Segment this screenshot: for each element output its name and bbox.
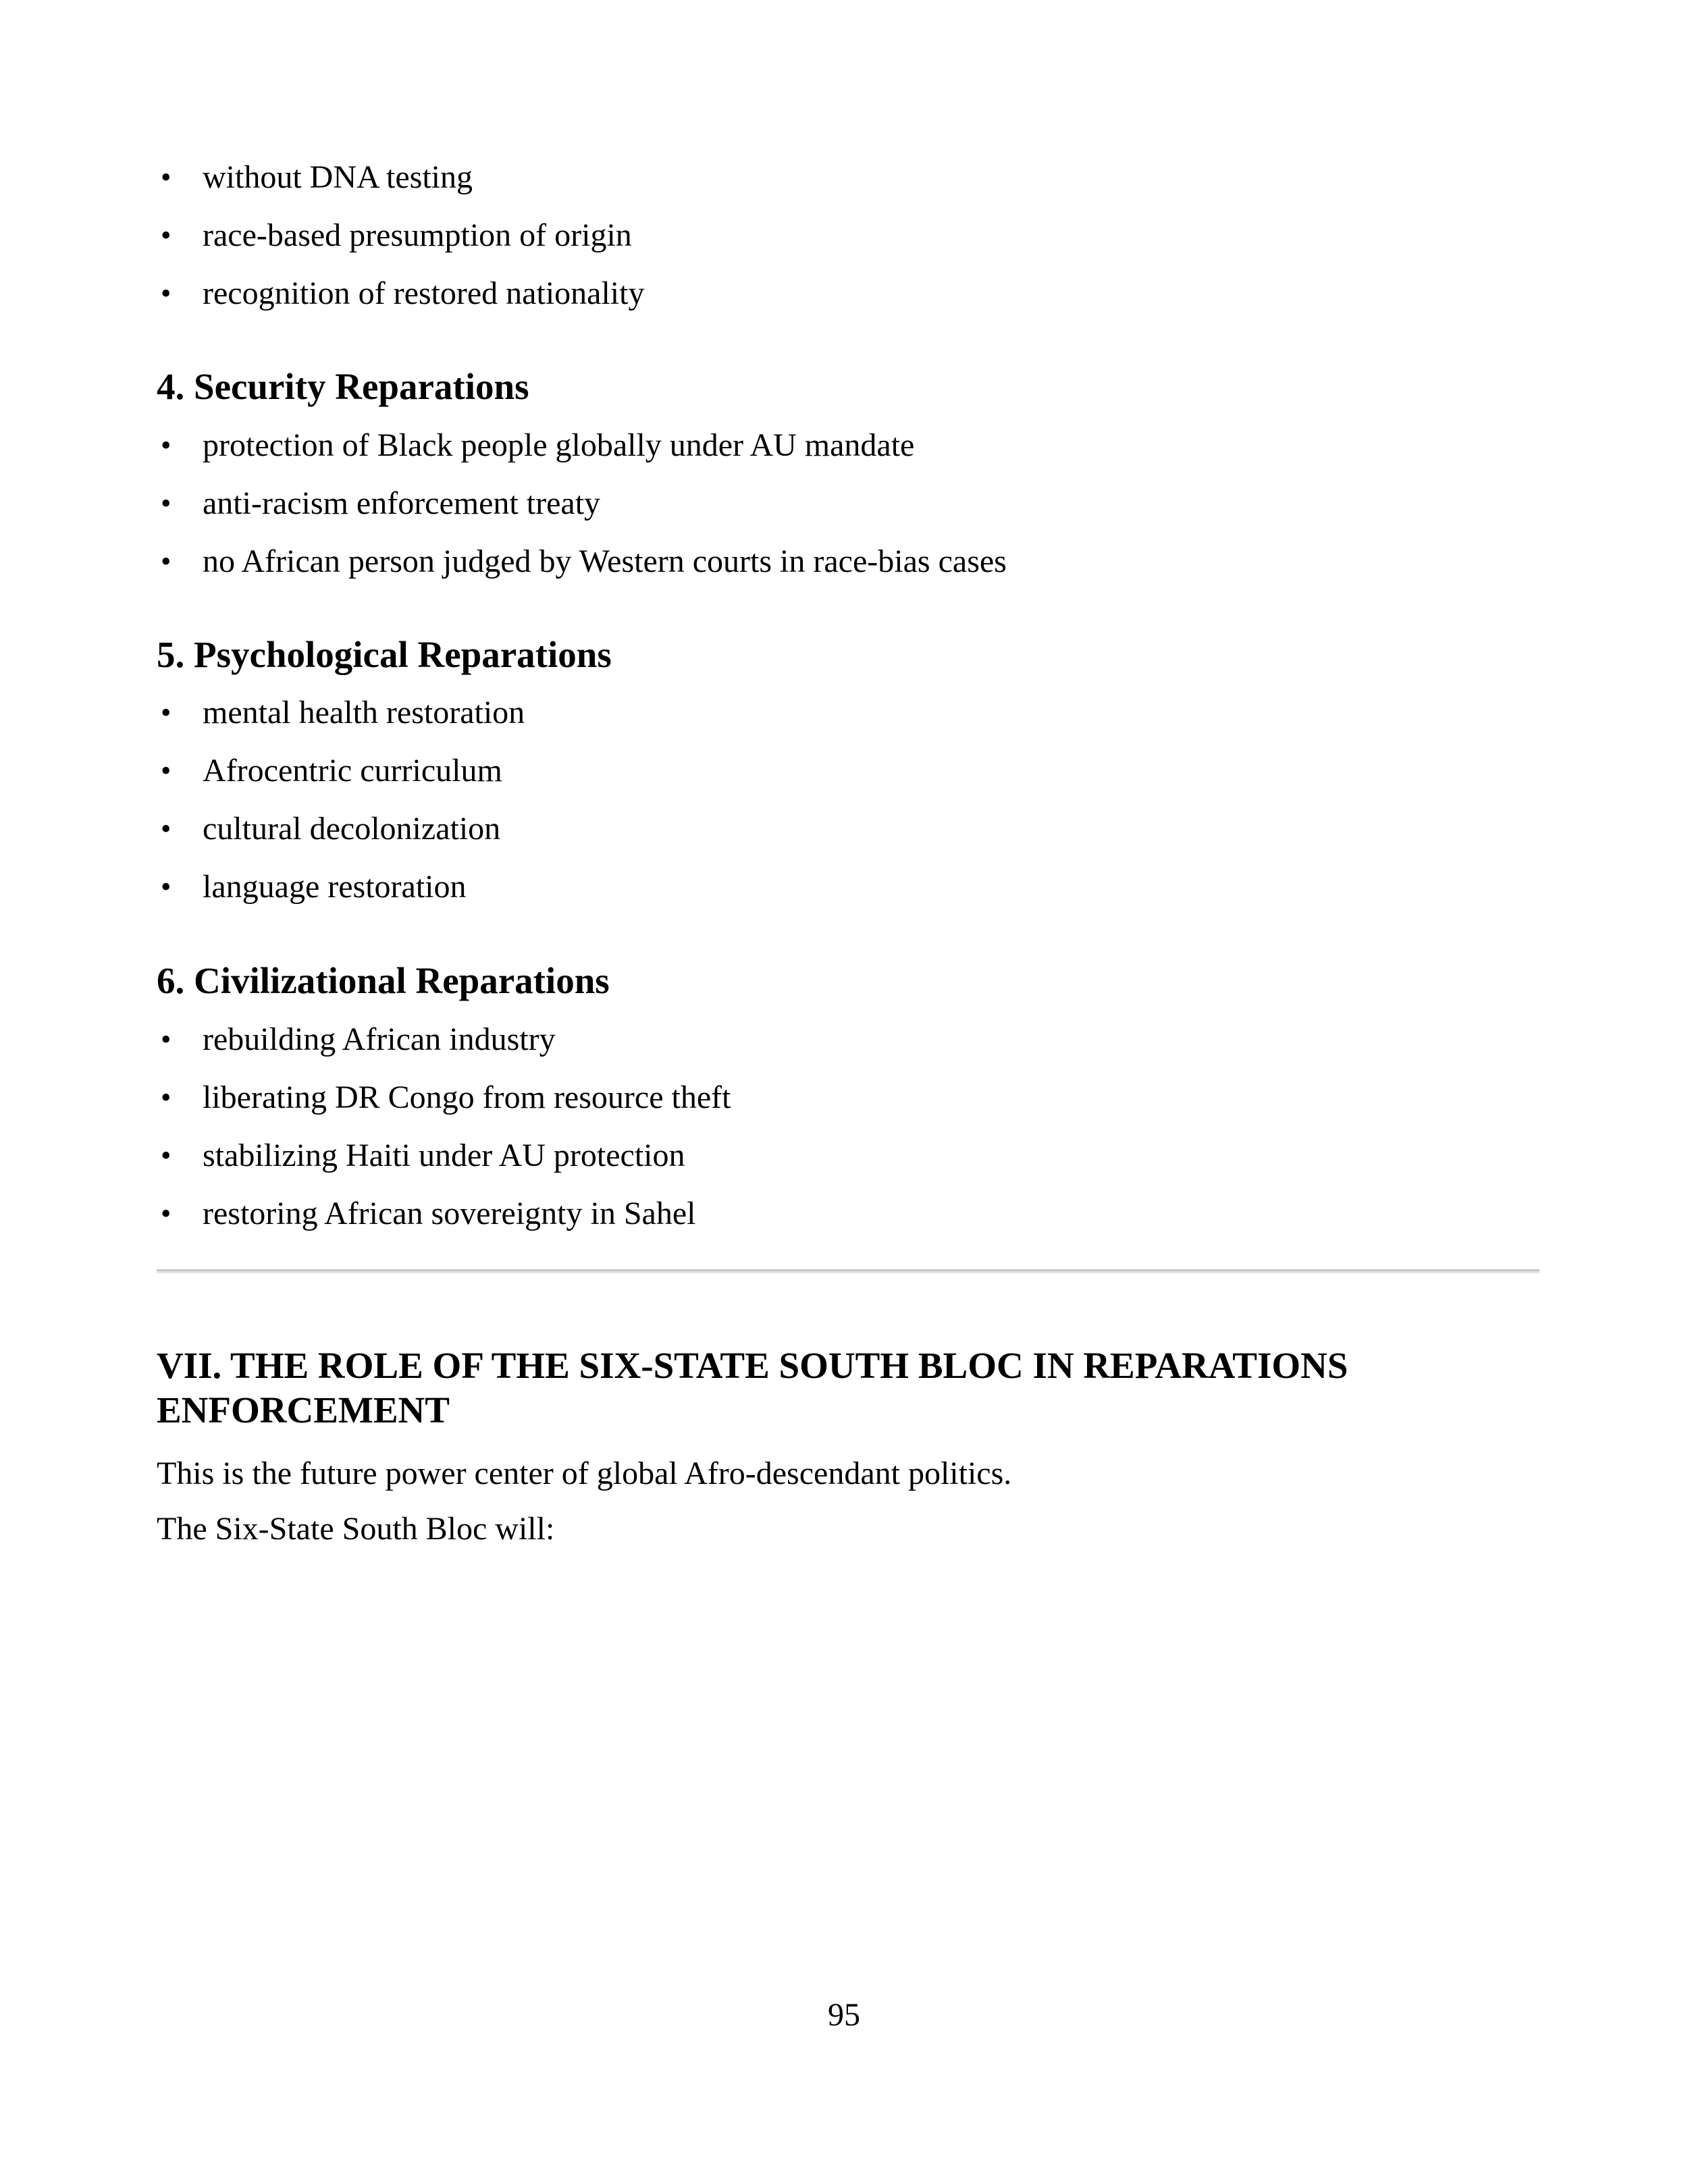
list-item xyxy=(161,858,525,916)
list-item xyxy=(161,475,1007,533)
bullet-icon: • xyxy=(161,1197,172,1230)
list-item-text: anti-racism enforcement treaty xyxy=(203,485,601,521)
list-item xyxy=(161,1127,731,1185)
list-item xyxy=(161,742,525,800)
list-item-text: mental health restoration xyxy=(203,695,525,730)
chapter-paragraph: The Six-State South Bloc will: xyxy=(157,1511,555,1547)
bullet-icon: • xyxy=(161,1139,172,1172)
bullet-icon: • xyxy=(161,161,172,194)
psychological-bullet-list xyxy=(161,684,525,916)
bullet-icon: • xyxy=(161,1023,172,1056)
bullet-icon: • xyxy=(161,277,172,310)
intro-bullet-list xyxy=(161,149,645,323)
list-item xyxy=(161,265,645,323)
list-item xyxy=(161,533,1007,591)
bullet-icon: • xyxy=(161,870,172,903)
list-item xyxy=(161,149,644,207)
chapter-paragraph: This is the future power center of global Afro-descendant politics. xyxy=(157,1456,1012,1491)
bullet-icon: • xyxy=(161,812,172,845)
list-item xyxy=(161,684,525,742)
bullet-icon: • xyxy=(161,545,172,578)
list-item-text: recognition of restored nationality xyxy=(203,275,645,311)
list-item-text: rebuilding African industry xyxy=(203,1021,556,1057)
list-item xyxy=(161,800,525,858)
list-item xyxy=(161,207,644,265)
chapter-title: VII. THE ROLE OF THE SIX-STATE SOUTH BLOC IN REPARATIONS ENFORCEMENT xyxy=(157,1345,1348,1431)
list-item-text: language restoration xyxy=(203,869,467,905)
list-item-text: restoring African sovereignty in Sahel xyxy=(203,1196,696,1231)
section-heading-psychological: 5. Psychological Reparations xyxy=(157,634,612,675)
section-heading-civilizational: 6. Civilizational Reparations xyxy=(157,960,610,1001)
list-item xyxy=(161,1069,731,1127)
list-item-text: without DNA testing xyxy=(203,159,473,195)
list-item-text: Afrocentric curriculum xyxy=(203,753,502,789)
section-divider xyxy=(157,1269,1539,1273)
bullet-icon: • xyxy=(161,487,172,520)
list-item-text: protection of Black people globally under AU mandate xyxy=(203,427,915,463)
list-item xyxy=(161,1185,731,1243)
bullet-icon: • xyxy=(161,754,172,787)
bullet-icon: • xyxy=(161,1081,172,1114)
bullet-icon: • xyxy=(161,429,172,462)
list-item-text: stabilizing Haiti under AU protection xyxy=(203,1138,685,1173)
list-item-text: cultural decolonization xyxy=(203,811,501,847)
bullet-icon: • xyxy=(161,696,172,729)
page-number: 95 xyxy=(828,1997,860,2033)
list-item-text: race-based presumption of origin xyxy=(203,217,632,253)
list-item-text: liberating DR Congo from resource theft xyxy=(203,1080,731,1115)
security-bullet-list xyxy=(161,417,1007,591)
civilizational-bullet-list xyxy=(161,1011,731,1243)
bullet-icon: • xyxy=(161,219,172,252)
list-item xyxy=(161,1011,731,1069)
section-heading-security: 4. Security Reparations xyxy=(157,366,529,407)
list-item-text: no African person judged by Western courts in race-bias cases xyxy=(203,543,1007,579)
list-item xyxy=(161,417,1007,475)
